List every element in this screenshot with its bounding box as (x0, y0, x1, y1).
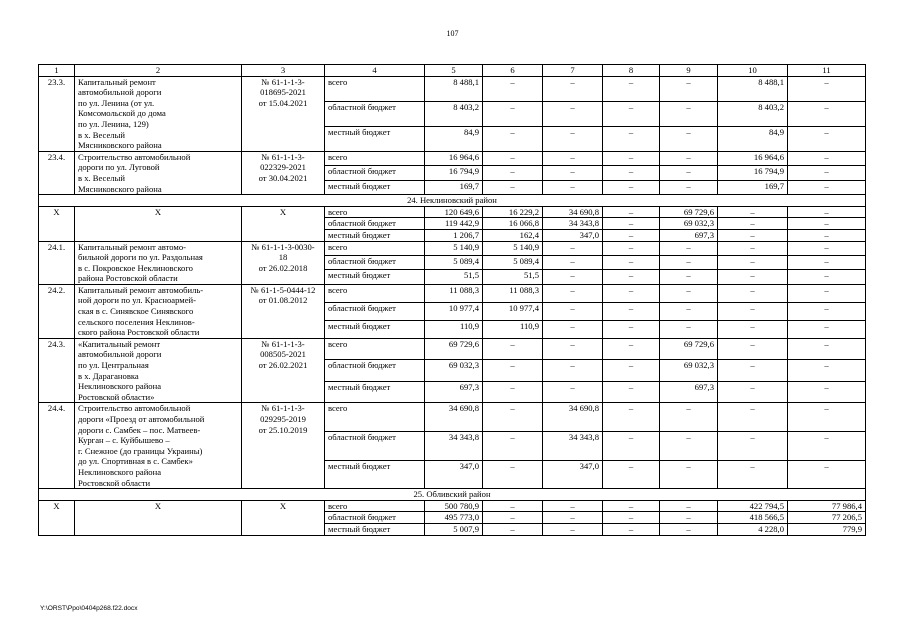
amount-cell: – (660, 270, 718, 284)
amount-cell: 11 088,3 (483, 284, 543, 302)
amount-cell: – (483, 381, 543, 403)
amount-cell: – (603, 523, 660, 535)
amount-cell: – (483, 431, 543, 460)
amount-cell: – (603, 500, 660, 512)
amount-cell: – (483, 76, 543, 101)
amount-cell: – (603, 255, 660, 269)
amount-cell: – (483, 500, 543, 512)
amount-cell: 5 140,9 (425, 241, 483, 255)
amount-cell: 5 007,9 (425, 523, 483, 535)
amount-cell: – (603, 431, 660, 460)
amount-cell: 8 403,2 (425, 101, 483, 126)
amount-cell: 347,0 (425, 460, 483, 489)
amount-cell: – (718, 255, 788, 269)
amount-cell: 16 794,9 (718, 166, 788, 180)
funding-source: местный бюджет (325, 126, 425, 151)
table-row (39, 500, 866, 512)
amount-cell: – (603, 126, 660, 151)
amount-cell: – (543, 523, 603, 535)
amount-cell: – (660, 431, 718, 460)
funding-source: всего (325, 241, 425, 255)
amount-cell: – (660, 151, 718, 165)
column-number-9: 9 (660, 65, 718, 77)
amount-cell: 5 089,4 (483, 255, 543, 269)
amount-cell: – (543, 360, 603, 382)
amount-cell: 10 977,4 (483, 302, 543, 320)
amount-cell: 34 343,8 (425, 431, 483, 460)
amount-cell: – (543, 241, 603, 255)
amount-cell: 16 794,9 (425, 166, 483, 180)
expertise-number: № 61-1-5-0444-12 от 01.08.2012 (242, 284, 325, 338)
amount-cell: – (543, 381, 603, 403)
amount-cell: – (603, 460, 660, 489)
funding-source: местный бюджет (325, 229, 425, 241)
table-row (39, 338, 866, 360)
column-number-7: 7 (543, 65, 603, 77)
amount-cell: – (788, 126, 866, 151)
amount-cell: – (718, 381, 788, 403)
amount-cell: – (788, 151, 866, 165)
funding-source: областной бюджет (325, 218, 425, 230)
amount-cell: – (483, 460, 543, 489)
amount-cell: – (788, 255, 866, 269)
amount-cell: – (483, 166, 543, 180)
amount-cell: 697,3 (660, 381, 718, 403)
amount-cell: 69 032,3 (660, 218, 718, 230)
table-row (39, 284, 866, 302)
amount-cell: – (718, 284, 788, 302)
amount-cell: – (543, 180, 603, 194)
funding-source: всего (325, 284, 425, 302)
amount-cell: – (543, 255, 603, 269)
amount-cell: 697,3 (425, 381, 483, 403)
amount-cell: – (788, 241, 866, 255)
amount-cell: – (603, 512, 660, 524)
amount-cell: – (543, 302, 603, 320)
amount-cell: – (660, 512, 718, 524)
section-row (39, 489, 866, 501)
amount-cell: – (603, 381, 660, 403)
amount-cell: – (543, 512, 603, 524)
section-row (39, 195, 866, 207)
funding-source: всего (325, 76, 425, 101)
amount-cell: 422 794,5 (718, 500, 788, 512)
expertise-number: X (242, 206, 325, 241)
amount-cell: – (788, 229, 866, 241)
amount-cell: – (788, 180, 866, 194)
amount-cell: – (788, 431, 866, 460)
amount-cell: – (543, 338, 603, 360)
amount-cell: – (660, 284, 718, 302)
amount-cell: 10 977,4 (425, 302, 483, 320)
amount-cell: – (543, 166, 603, 180)
amount-cell: 1 206,7 (425, 229, 483, 241)
expertise-number: X (242, 500, 325, 535)
amount-cell: 34 690,8 (425, 403, 483, 432)
amount-cell: – (718, 431, 788, 460)
amount-cell: – (543, 284, 603, 302)
amount-cell: – (603, 166, 660, 180)
amount-cell: 169,7 (425, 180, 483, 194)
amount-cell: 51,5 (483, 270, 543, 284)
expertise-number: № 61-1-1-3- 018695-2021 от 15.04.2021 (242, 76, 325, 151)
funding-source: областной бюджет (325, 166, 425, 180)
amount-cell: – (788, 460, 866, 489)
budget-table (38, 64, 866, 536)
amount-cell: – (483, 338, 543, 360)
amount-cell: 347,0 (543, 460, 603, 489)
header-row (39, 65, 866, 77)
amount-cell: 162,4 (483, 229, 543, 241)
funding-source: местный бюджет (325, 320, 425, 338)
amount-cell: – (788, 270, 866, 284)
amount-cell: 8 488,1 (718, 76, 788, 101)
funding-source: всего (325, 206, 425, 218)
expertise-number: № 61-1-1-3-0030- 18 от 26.02.2018 (242, 241, 325, 284)
amount-cell: – (483, 101, 543, 126)
amount-cell: – (788, 166, 866, 180)
amount-cell: – (660, 166, 718, 180)
funding-source: областной бюджет (325, 302, 425, 320)
amount-cell: – (483, 360, 543, 382)
amount-cell: 69 729,6 (425, 338, 483, 360)
amount-cell: – (603, 229, 660, 241)
amount-cell: – (603, 284, 660, 302)
amount-cell: 16 964,6 (718, 151, 788, 165)
funding-source: местный бюджет (325, 381, 425, 403)
amount-cell: – (718, 403, 788, 432)
funding-source: областной бюджет (325, 431, 425, 460)
table-row (39, 76, 866, 101)
item-number: 24.2. (39, 284, 75, 338)
amount-cell: – (543, 76, 603, 101)
amount-cell: – (660, 320, 718, 338)
amount-cell: 34 690,8 (543, 206, 603, 218)
object-name: Строительство автомобильной дороги «Проезд от автомобильной дороги с. Самбек – пос. Матвеев- Курган – с. Куйбышево – г. Снежное (до границы Украины) до ул. Спортивная в с. Самбек» Неклиновского района Ростовской области (75, 403, 242, 489)
amount-cell: – (660, 126, 718, 151)
amount-cell: 8 488,1 (425, 76, 483, 101)
amount-cell: – (483, 180, 543, 194)
funding-source: областной бюджет (325, 101, 425, 126)
amount-cell: – (718, 206, 788, 218)
amount-cell: 34 343,8 (543, 431, 603, 460)
amount-cell: – (543, 500, 603, 512)
amount-cell: – (543, 101, 603, 126)
amount-cell: – (543, 320, 603, 338)
amount-cell: – (603, 206, 660, 218)
amount-cell: – (660, 302, 718, 320)
amount-cell: – (603, 403, 660, 432)
amount-cell: 51,5 (425, 270, 483, 284)
amount-cell: – (660, 101, 718, 126)
amount-cell: – (788, 320, 866, 338)
amount-cell: 69 032,3 (425, 360, 483, 382)
amount-cell: – (788, 284, 866, 302)
amount-cell: 5 140,9 (483, 241, 543, 255)
amount-cell: – (603, 218, 660, 230)
item-number: 23.3. (39, 76, 75, 151)
object-name: Капитальный ремонт автомо- бильной дороги по ул. Раздольная в с. Покровское Неклиновского района Ростовской области (75, 241, 242, 284)
amount-cell: – (603, 180, 660, 194)
amount-cell: – (788, 403, 866, 432)
object-name: Капитальный ремонт автомобильной дороги по ул. Ленина (от ул. Комсомольской до дома по ул. Ленина, 129) в х. Веселый Мясниковского района (75, 76, 242, 151)
item-number: 24.1. (39, 241, 75, 284)
amount-cell: 4 228,0 (718, 523, 788, 535)
amount-cell: – (788, 101, 866, 126)
amount-cell: – (660, 76, 718, 101)
amount-cell: 77 206,5 (788, 512, 866, 524)
funding-source: областной бюджет (325, 255, 425, 269)
object-name: Строительство автомобильной дороги по ул. Луговой в х. Веселый Мясниковского района (75, 151, 242, 194)
amount-cell: – (543, 270, 603, 284)
column-number-11: 11 (788, 65, 866, 77)
expertise-number: № 61-1-1-3- 022329-2021 от 30.04.2021 (242, 151, 325, 194)
object-name: «Капитальный ремонт автомобильной дороги по ул. Центральная в х. Дарагановка Неклиновского района Ростовской области» (75, 338, 242, 403)
column-number-8: 8 (603, 65, 660, 77)
amount-cell: – (660, 500, 718, 512)
amount-cell: 69 729,6 (660, 206, 718, 218)
amount-cell: – (788, 76, 866, 101)
amount-cell: 697,3 (660, 229, 718, 241)
amount-cell: 500 780,9 (425, 500, 483, 512)
amount-cell: – (483, 151, 543, 165)
amount-cell: 77 986,4 (788, 500, 866, 512)
column-number-2: 2 (75, 65, 242, 77)
amount-cell: – (788, 218, 866, 230)
amount-cell: – (718, 241, 788, 255)
amount-cell: 11 088,3 (425, 284, 483, 302)
object-name: X (75, 206, 242, 241)
amount-cell: – (788, 206, 866, 218)
amount-cell: – (718, 270, 788, 284)
object-name: Капитальный ремонт автомобиль- ной дороги по ул. Красноармей- ская в с. Синявское Синявского сельского поселения Неклинов- ского района Ростовской области (75, 284, 242, 338)
amount-cell: 110,9 (425, 320, 483, 338)
amount-cell: – (483, 403, 543, 432)
section-title: 25. Обливский район (39, 489, 866, 501)
amount-cell: 110,9 (483, 320, 543, 338)
amount-cell: – (660, 241, 718, 255)
amount-cell: 84,9 (425, 126, 483, 151)
amount-cell: 69 729,6 (660, 338, 718, 360)
column-number-4: 4 (325, 65, 425, 77)
amount-cell: – (660, 403, 718, 432)
amount-cell: – (543, 151, 603, 165)
amount-cell: – (788, 381, 866, 403)
amount-cell: 16 066,8 (483, 218, 543, 230)
amount-cell: – (660, 255, 718, 269)
amount-cell: 120 649,6 (425, 206, 483, 218)
funding-source: местный бюджет (325, 180, 425, 194)
amount-cell: – (718, 229, 788, 241)
item-number: 24.4. (39, 403, 75, 489)
amount-cell: – (718, 320, 788, 338)
funding-source: областной бюджет (325, 360, 425, 382)
section-title: 24. Неклиновский район (39, 195, 866, 207)
funding-source: местный бюджет (325, 270, 425, 284)
amount-cell: – (543, 126, 603, 151)
amount-cell: 84,9 (718, 126, 788, 151)
item-number: X (39, 206, 75, 241)
amount-cell: 8 403,2 (718, 101, 788, 126)
amount-cell: – (718, 338, 788, 360)
amount-cell: 34 690,8 (543, 403, 603, 432)
amount-cell: – (483, 126, 543, 151)
object-name: X (75, 500, 242, 535)
column-number-3: 3 (242, 65, 325, 77)
table-row (39, 241, 866, 255)
item-number: 24.3. (39, 338, 75, 403)
amount-cell: – (788, 302, 866, 320)
table-row (39, 151, 866, 165)
expertise-number: № 61-1-1-3- 008505-2021 от 26.02.2021 (242, 338, 325, 403)
amount-cell: – (603, 76, 660, 101)
page-number: 107 (446, 29, 459, 38)
amount-cell: 34 343,8 (543, 218, 603, 230)
amount-cell: – (483, 512, 543, 524)
amount-cell: 779,9 (788, 523, 866, 535)
amount-cell: – (603, 101, 660, 126)
funding-source: областной бюджет (325, 512, 425, 524)
amount-cell: – (603, 320, 660, 338)
amount-cell: – (718, 218, 788, 230)
amount-cell: – (660, 180, 718, 194)
amount-cell: – (718, 302, 788, 320)
table-row (39, 403, 866, 432)
item-number: 23.4. (39, 151, 75, 194)
amount-cell: 418 566,5 (718, 512, 788, 524)
funding-source: всего (325, 500, 425, 512)
column-number-6: 6 (483, 65, 543, 77)
funding-source: местный бюджет (325, 523, 425, 535)
column-number-5: 5 (425, 65, 483, 77)
amount-cell: – (603, 338, 660, 360)
amount-cell: – (660, 460, 718, 489)
amount-cell: – (603, 241, 660, 255)
file-path-footer: Y:\ORST\Ppo\0404p268.f22.docx (40, 605, 138, 612)
amount-cell: – (483, 523, 543, 535)
amount-cell: – (718, 460, 788, 489)
amount-cell: 495 773,0 (425, 512, 483, 524)
amount-cell: – (660, 523, 718, 535)
funding-source: всего (325, 403, 425, 432)
item-number: X (39, 500, 75, 535)
amount-cell: 5 089,4 (425, 255, 483, 269)
funding-source: местный бюджет (325, 460, 425, 489)
funding-source: всего (325, 151, 425, 165)
amount-cell: – (603, 151, 660, 165)
amount-cell: 16 229,2 (483, 206, 543, 218)
amount-cell: 119 442,9 (425, 218, 483, 230)
column-number-1: 1 (39, 65, 75, 77)
column-number-10: 10 (718, 65, 788, 77)
amount-cell: – (603, 270, 660, 284)
table-row (39, 206, 866, 218)
amount-cell: – (788, 338, 866, 360)
amount-cell: 69 032,3 (660, 360, 718, 382)
amount-cell: – (603, 360, 660, 382)
expertise-number: № 61-1-1-3- 029295-2019 от 25.10.2019 (242, 403, 325, 489)
funding-source: всего (325, 338, 425, 360)
amount-cell: 16 964,6 (425, 151, 483, 165)
amount-cell: – (718, 360, 788, 382)
amount-cell: 347,0 (543, 229, 603, 241)
amount-cell: – (603, 302, 660, 320)
amount-cell: 169,7 (718, 180, 788, 194)
amount-cell: – (788, 360, 866, 382)
